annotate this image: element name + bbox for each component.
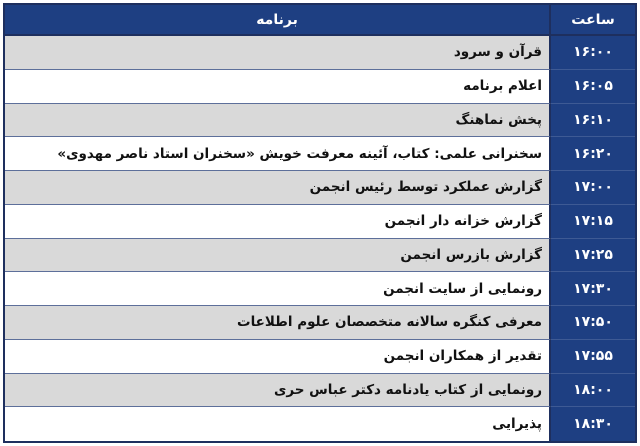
program-cell: گزارش عملکرد توسط رئیس انجمن	[5, 171, 551, 205]
program-cell: قرآن و سرود	[5, 36, 551, 70]
program-cell: گزارش بازرس انجمن	[5, 239, 551, 273]
time-cell: ۱۶:۰۵	[551, 70, 635, 104]
program-column-header: برنامه	[5, 5, 551, 36]
program-cell: پذیرایی	[5, 407, 551, 441]
time-cell: ۱۶:۲۰	[551, 137, 635, 171]
time-cell: ۱۷:۰۰	[551, 171, 635, 205]
time-cell: ۱۸:۰۰	[551, 374, 635, 408]
time-cell: ۱۷:۵۵	[551, 340, 635, 374]
program-cell: رونمایی از سایت انجمن	[5, 272, 551, 306]
program-cell: تقدیر از همکاران انجمن	[5, 340, 551, 374]
time-cell: ۱۸:۳۰	[551, 407, 635, 441]
program-cell: اعلام برنامه	[5, 70, 551, 104]
time-column-header: ساعت	[551, 5, 635, 36]
program-cell: معرفی کنگره سالانه متخصصان علوم اطلاعات	[5, 306, 551, 340]
time-cell: ۱۶:۰۰	[551, 36, 635, 70]
time-cell: ۱۷:۲۵	[551, 239, 635, 273]
program-cell: رونمایی از کتاب یادنامه دکتر عباس حری	[5, 374, 551, 408]
program-schedule-table	[3, 3, 637, 443]
program-cell: سخنرانی علمی: کتاب، آئینه معرفت خویش «سخنران استاد ناصر مهدوی»	[5, 137, 551, 171]
time-cell: ۱۷:۱۵	[551, 205, 635, 239]
time-cell: ۱۷:۵۰	[551, 306, 635, 340]
time-cell: ۱۶:۱۰	[551, 104, 635, 138]
program-cell: پخش نماهنگ	[5, 104, 551, 138]
time-cell: ۱۷:۳۰	[551, 272, 635, 306]
program-cell: گزارش خزانه دار انجمن	[5, 205, 551, 239]
